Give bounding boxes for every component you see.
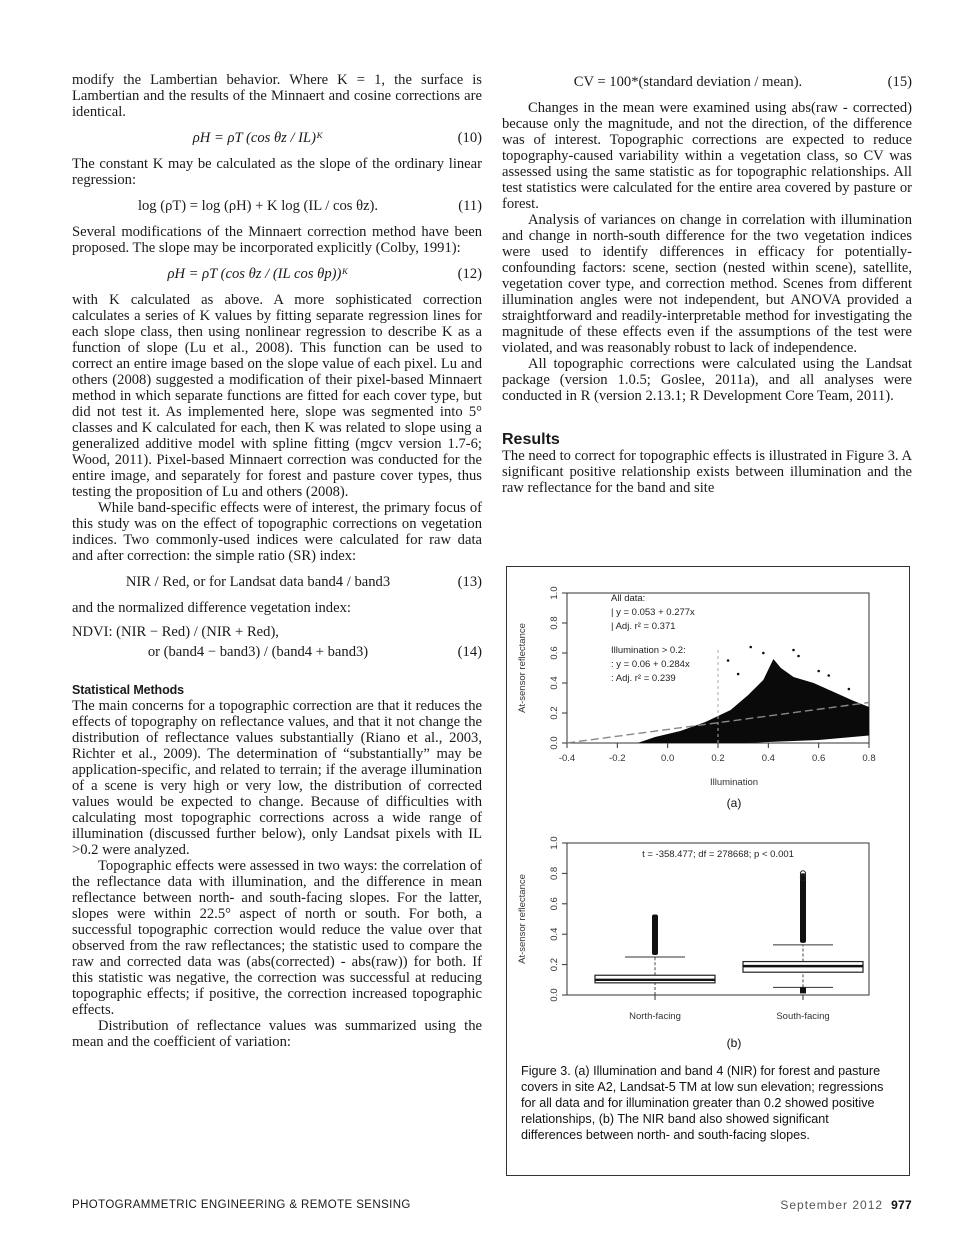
right-column <box>502 72 912 496</box>
equation-number: (11) <box>458 198 482 214</box>
scatter-point <box>848 688 851 691</box>
issue-date: September 2012 <box>780 1198 884 1212</box>
equation-text: ρH = ρT (cos θz / IL)ᴷ <box>192 130 324 146</box>
equation-14-line1: NDVI: (NIR − Red) / (NIR + Red), <box>72 624 279 640</box>
legend-title: Illumination > 0.2: <box>611 645 686 656</box>
paragraph: While band-specific effects were of interest, the primary focus of this study was on the effect of topographic corrections on vegetation indices. Two commonly-used indices were calculated for raw data and after correction: the simple ratio (SR) index: <box>72 500 482 564</box>
scatter-point <box>817 670 820 673</box>
equation-text: NIR / Red, or for Landsat data band4 / band3 <box>125 574 391 590</box>
page-footer <box>780 1198 912 1212</box>
paragraph: All topographic corrections were calculated using the Landsat package (version 1.0.5; Goslee, 2011a), and all analyses were conducted in R (version 2.13.1; R Development Core Team, 2011). <box>502 356 912 404</box>
test-statistic: t = -358.477; df = 278668; p < 0.001 <box>642 849 794 860</box>
section-heading: Results <box>502 431 560 448</box>
y-tick-label: 0.6 <box>549 897 560 911</box>
y-axis-label: At-sensor reflectance <box>517 874 528 964</box>
scatter-point <box>727 659 730 662</box>
equation-text: CV = 100*(standard deviation / mean). <box>573 74 803 90</box>
x-tick-label: 0.0 <box>661 753 675 764</box>
x-tick-label: 0.4 <box>761 753 775 764</box>
legend-r2: : Adj. r² = 0.239 <box>611 673 676 684</box>
box-outliers <box>652 914 658 955</box>
scatter-point-cloud <box>638 659 870 743</box>
x-tick-label: 0.2 <box>711 753 725 764</box>
y-tick-label: 0.0 <box>549 988 560 1002</box>
panel-label: (b) <box>726 1036 742 1050</box>
scatter-point <box>827 674 830 677</box>
x-tick-label: -0.2 <box>609 753 626 764</box>
x-tick-label: North-facing <box>629 1011 681 1022</box>
equation-12 <box>72 266 482 282</box>
box-outliers <box>800 987 806 993</box>
left-column <box>72 72 482 1050</box>
equation-number: (13) <box>457 574 482 590</box>
x-tick-label: -0.4 <box>558 753 576 764</box>
paragraph: The main concerns for a topographic correction are that it reduces the effects of topography on reflectance values, and that it not change the distribution of reflectance values substantially (Riano et al., 2003, Richter et al., 2009). The determination of “substantially” may be application-specific, and related to terrain; if the average illumination of a scene is very high or very low, the distribution of corrected values would be expected to change. Because of difficulties with calculating most topographic corrections across a wide range of illumination (discussed further below), only Landsat pixels with IL >0.2 were analyzed. <box>72 698 482 858</box>
equation-number: (15) <box>887 74 912 90</box>
equation-text: ρH = ρT (cos θz / (IL cos θp))ᴷ <box>167 266 349 282</box>
scatter-point <box>762 652 765 655</box>
caption-text: Figure 3. (a) Illumination and band 4 (NIR) for forest and pasture covers in site A2, Landsat-5 TM at low sun elevation; regressions for all data and for illumination greater than 0.2 showed positive relationships, (b) The NIR band also showed significant differences between north- and south-facing slopes. <box>521 1064 884 1142</box>
legend-equation: : y = 0.06 + 0.284x <box>611 659 690 670</box>
y-tick-label: 0.4 <box>549 676 560 690</box>
paragraph: Changes in the mean were examined using abs(raw - corrected) because only the magnitude, and not the direction, of the difference was of interest. Topographic corrections are expected to reduce topography-caused variability within a vegetation class, so CV was assessed using the same statistic as for topographic relationships. All test statistics were calculated for the entire area covered by pasture or forest. <box>502 100 912 212</box>
legend-title: All data: <box>611 593 646 604</box>
y-tick-label: 1.0 <box>549 586 560 600</box>
equation-text: or (band4 − band3) / (band4 + band3) <box>147 644 369 660</box>
journal-name: PHOTOGRAMMETRIC ENGINEERING & REMOTE SENSING <box>72 1199 411 1211</box>
box-outliers <box>800 873 806 942</box>
y-tick-label: 0.4 <box>549 927 560 941</box>
section-heading: Statistical Methods <box>72 683 185 697</box>
figure-3-charts <box>507 567 909 1057</box>
scatter-point <box>792 649 795 652</box>
panel-label: (a) <box>726 796 742 810</box>
paragraph: The need to correct for topographic effects is illustrated in Figure 3. A significant positive relationship exists between illumination and the raw reflectance for the band and site <box>502 448 912 496</box>
paragraph: and the normalized difference vegetation index: <box>72 600 351 616</box>
x-axis-label: Illumination <box>709 777 759 788</box>
figure-3 <box>506 566 910 1176</box>
equation-15 <box>502 74 912 90</box>
equation-13 <box>72 574 482 590</box>
equation-number: (12) <box>457 266 482 282</box>
y-tick-label: 0.2 <box>549 957 560 972</box>
scatter-point <box>797 655 800 658</box>
figure-caption <box>521 1063 893 1143</box>
paragraph: Topographic effects were assessed in two ways: the correlation of the reflectance data with illumination, and the difference in mean reflectance between north- and south-facing slopes. For the latter, slopes were within 22.5° aspect of north or south. For both, a successful topographic correction would reduce the value over that observed from the raw reflectances; the statistic used to compare the raw and corrected data was (abs(corrected) - abs(raw)) for both. If this statistic was negative, the correction was successful at reducing topographic effects; if positive, the correction increased topographic effects. <box>72 858 482 1018</box>
equation-number: (14) <box>457 644 482 660</box>
x-tick-label: South-facing <box>776 1011 830 1022</box>
y-tick-label: 0.8 <box>549 866 560 881</box>
y-tick-label: 0.6 <box>549 646 560 660</box>
paragraph: The constant K may be calculated as the slope of the ordinary linear regression: <box>72 156 482 188</box>
y-axis-label: At-sensor reflectance <box>517 623 528 713</box>
page-number: 977 <box>891 1198 912 1212</box>
paragraph: modify the Lambertian behavior. Where K = 1, the surface is Lambertian and the results of the Minnaert and cosine corrections are identical. <box>72 72 482 120</box>
y-tick-label: 0.2 <box>549 706 560 720</box>
y-tick-label: 1.0 <box>549 836 560 850</box>
y-tick-label: 0.8 <box>549 616 560 630</box>
equation-10 <box>72 130 482 146</box>
equation-11 <box>72 198 482 214</box>
scatter-point <box>737 673 740 676</box>
equation-text: log (ρT) = log (ρH) + K log (IL / cos θz). <box>137 198 379 214</box>
equation-14 <box>72 644 482 660</box>
scatter-point <box>749 646 752 649</box>
x-tick-label: 0.8 <box>862 753 876 764</box>
paragraph: with K calculated as above. A more sophisticated correction calculates a series of K values by fitting separate regression lines for each slope class, then using nonlinear regression to describe K as a function of slope (Lu et al., 2008). This function can be used to correct an entire image based on the slope value of each pixel. Lu and others (2008) suggested a modification of their pixel-based Minnaert method in which separate functions are fitted for each cover type, but did not test it. As implemented here, slope was segmented into 5° classes and K calculated for each, then K was related to slope using a generalized additive model with spline fitting (mgcv version 1.7-6; Wood, 2011). Pixel-based Minnaert correction was conducted for the entire image, and separately for forest and pasture cover types, thus testing the proposition of Lu and others (2008). <box>72 292 482 500</box>
paragraph: Several modifications of the Minnaert correction method have been proposed. The slope may be incorporated explicitly (Colby, 1991): <box>72 224 482 256</box>
y-tick-label: 0.0 <box>549 736 560 750</box>
paragraph: Distribution of reflectance values was summarized using the mean and the coefficient of variation: <box>72 1018 482 1050</box>
legend-r2: | Adj. r² = 0.371 <box>611 621 676 632</box>
x-tick-label: 0.6 <box>812 753 826 764</box>
paragraph: Analysis of variances on change in correlation with illumination and change in north-south difference for the two vegetation indices were used to identify differences in efficacy for potentially-confounding factors: scene, section (nested within scene), satellite, vegetation cover type, and correction method. Scenes from different illumination angles were not independent, but ANOVA provided a straightforward and readily-interpretable method for investigating the magnitude of these effects even if the assumptions of the test were violated, and was reasonably robust to lack of independence. <box>502 212 912 356</box>
legend-equation: | y = 0.053 + 0.277x <box>611 607 695 618</box>
equation-number: (10) <box>457 130 482 146</box>
